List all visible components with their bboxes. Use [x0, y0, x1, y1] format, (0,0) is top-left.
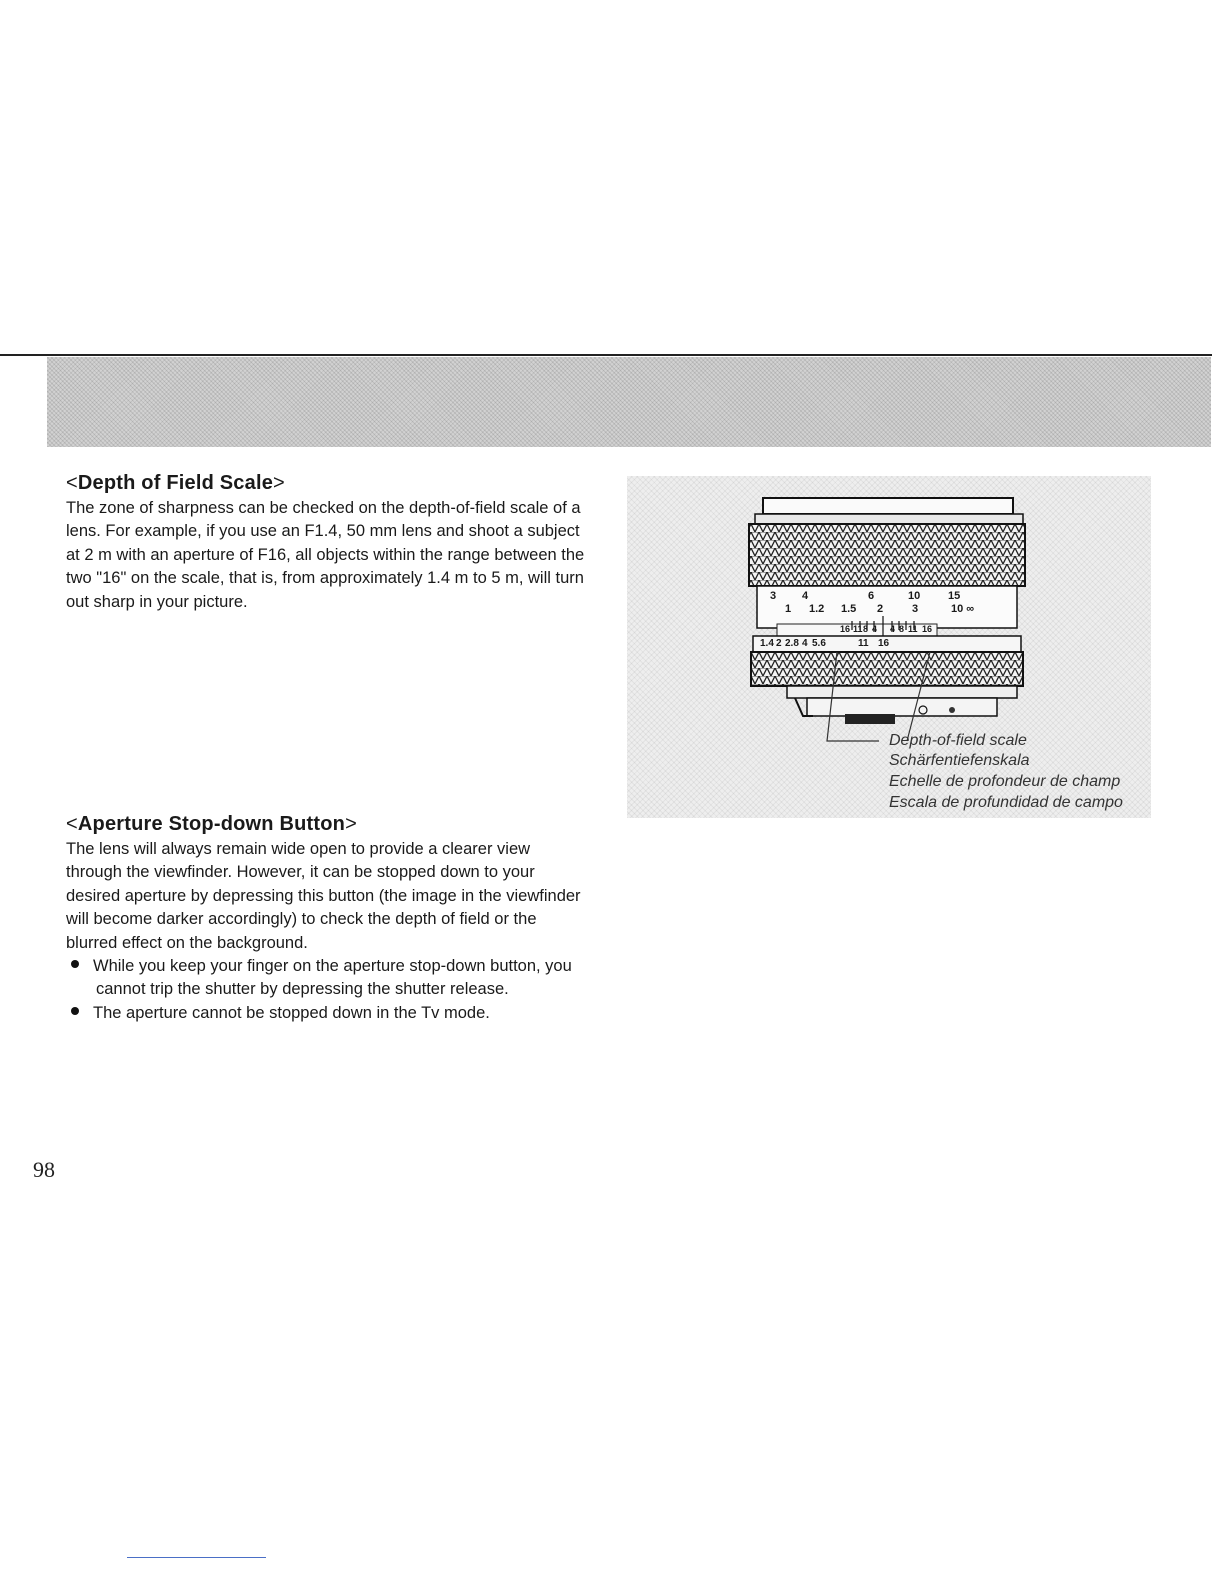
list-item	[66, 955, 586, 1002]
lens-figure	[627, 476, 1151, 818]
focus-ring-knurl	[749, 524, 1025, 586]
scale-label: 2	[877, 603, 884, 615]
section-body: The lens will always remain wide open to provide a clearer view through the viewfinder. However, it can be stopped down to your desired aperture by depressing this button (the image in the viewfinder will become darker accordingly) to check the depth of field or the blurred effect on the background.	[66, 840, 581, 952]
scale-label: 4	[802, 590, 809, 602]
section-aperture-stop-down	[66, 813, 586, 1025]
scale-label: 4	[802, 638, 808, 649]
scale-label: 3	[770, 590, 777, 602]
bullet-icon	[71, 960, 79, 968]
mount-flange	[807, 698, 997, 716]
scale-label: 16	[840, 624, 851, 634]
scale-label: 1	[785, 603, 792, 615]
lens-front-rim	[763, 498, 1013, 514]
footer-rule	[127, 1557, 266, 1558]
section-depth-of-field	[66, 472, 586, 614]
scale-label: 10 ∞	[951, 603, 975, 615]
header-banner	[47, 357, 1211, 447]
scale-label: 15	[948, 590, 961, 602]
section-body: The zone of sharpness can be checked on the depth-of-field scale of a lens. For example, if you use an F1.4, 50 mm lens and shoot a subject at 2 m with an aperture of F16, all objects within the range between the two "16" on the scale, that is, from approximately 1.4 m to 5 m, will turn out sharp in your picture.	[66, 499, 585, 611]
top-rule	[0, 354, 1212, 356]
caption-fr: Echelle de profondeur de champ	[889, 773, 1121, 790]
scale-label: 16	[922, 624, 933, 634]
scale-label: 4	[872, 624, 878, 634]
scale-label: 8	[863, 624, 869, 634]
scale-label: 3	[912, 603, 919, 615]
scale-label: 1.5	[841, 603, 857, 615]
scale-label: 16	[878, 638, 890, 649]
bullet-text: The aperture cannot be stopped down in the Tv mode.	[93, 1003, 490, 1022]
list-item	[66, 1002, 586, 1025]
section-heading: <Aperture Stop-down Button>	[66, 813, 357, 835]
scale-label: 6	[868, 590, 875, 602]
scale-label: 11	[853, 624, 863, 634]
heading-text: Aperture Stop-down Button	[77, 813, 346, 835]
scale-label: 11	[858, 638, 869, 649]
caption-en: Depth-of-field scale	[889, 732, 1027, 749]
bullet-icon	[71, 1007, 79, 1015]
scale-label: 1.2	[809, 603, 825, 615]
scale-label: 2.8	[785, 638, 799, 649]
distance-scale-band	[757, 586, 1017, 628]
scale-label: 5.6	[812, 638, 826, 649]
scale-label: 2	[776, 638, 782, 649]
heading-text: Depth of Field Scale	[77, 472, 274, 494]
scale-label: 11	[908, 624, 918, 634]
section-heading: <Depth of Field Scale>	[66, 472, 285, 494]
caption-es: Escala de profundidad de campo	[889, 794, 1123, 811]
scale-label: 1.4	[760, 638, 774, 649]
caption-de: Schärfentiefenskala	[889, 752, 1030, 769]
page-number: 98	[33, 1157, 55, 1182]
scale-label: 4	[890, 624, 896, 634]
bullet-text: While you keep your finger on the aperture stop-down button, you cannot trip the shutter by depressing the shutter release.	[93, 957, 572, 999]
mount-pin	[845, 714, 895, 724]
scale-label: 8	[899, 624, 905, 634]
lens-mount	[787, 686, 1017, 698]
bullet-list	[66, 955, 586, 1025]
lens-front-ring	[755, 514, 1023, 524]
aperture-ring-knurl	[751, 652, 1023, 686]
scale-label: 10	[908, 590, 921, 602]
